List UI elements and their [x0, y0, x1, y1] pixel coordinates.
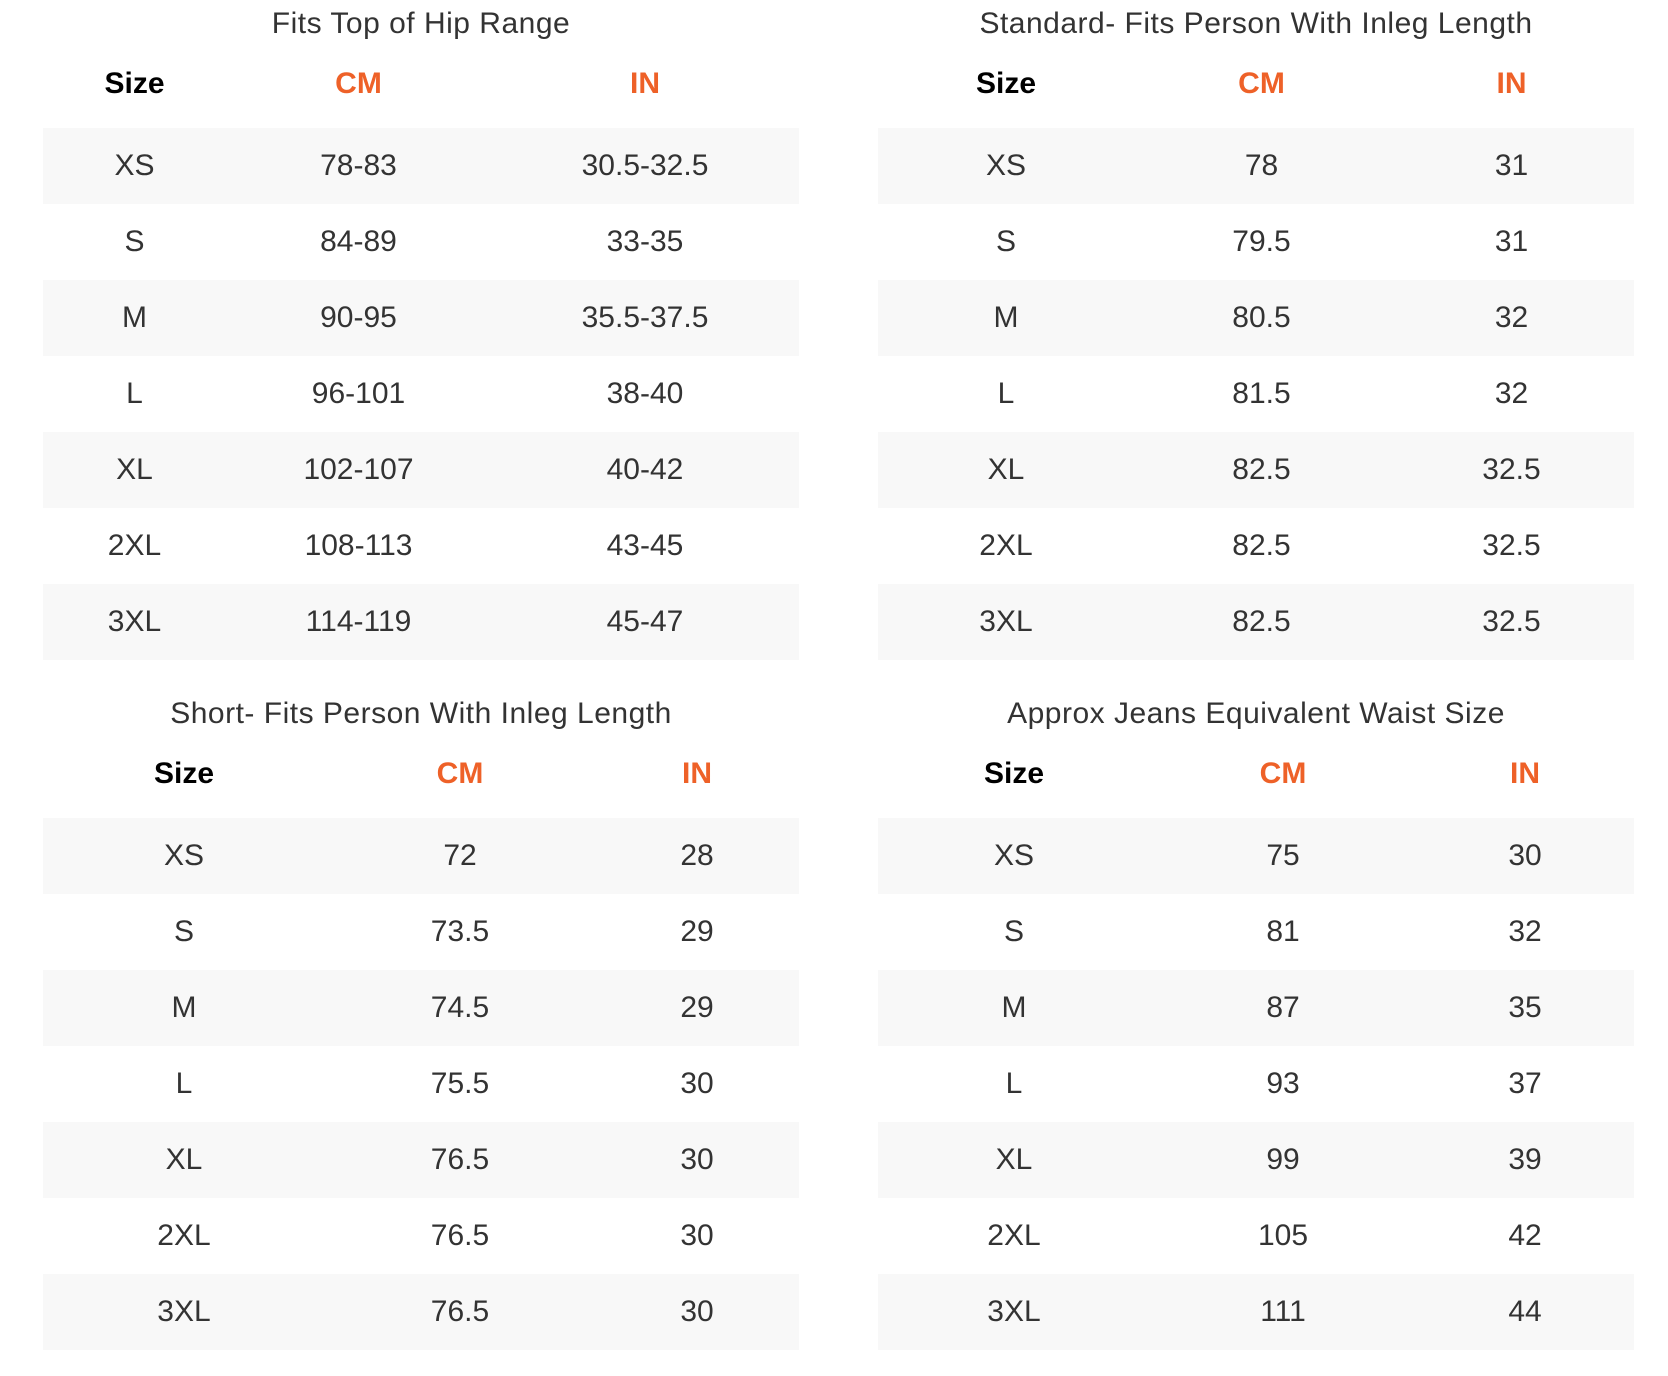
- table-row: [43, 818, 799, 894]
- size-cell: XS: [43, 818, 325, 894]
- table-row: [43, 1046, 799, 1122]
- cm-cell: 73.5: [325, 894, 595, 970]
- cm-cell: 76.5: [325, 1122, 595, 1198]
- cm-cell: 114-119: [226, 584, 491, 660]
- in-header: IN: [682, 757, 712, 790]
- table-row: [878, 508, 1634, 584]
- cm-cell: 87: [1150, 970, 1416, 1046]
- in-cell: 30: [595, 1274, 799, 1350]
- table-header-row: [878, 738, 1634, 818]
- size-cell: XL: [878, 1122, 1150, 1198]
- size-cell: 3XL: [43, 1274, 325, 1350]
- in-cell: 32.5: [1389, 432, 1634, 508]
- size-header: Size: [104, 67, 165, 100]
- cm-cell: 75: [1150, 818, 1416, 894]
- size-cell: XL: [43, 1122, 325, 1198]
- table-row: [878, 204, 1634, 280]
- table-row: [43, 128, 799, 204]
- table-row: [43, 970, 799, 1046]
- size-cell: M: [43, 970, 325, 1046]
- cm-cell: 111: [1150, 1274, 1416, 1350]
- table-row: [878, 432, 1634, 508]
- cm-header: CM: [335, 67, 382, 100]
- table-row: [43, 204, 799, 280]
- cm-cell: 76.5: [325, 1274, 595, 1350]
- in-cell: 32: [1389, 356, 1634, 432]
- standard-inleg-table: [878, 48, 1634, 660]
- cm-cell: 84-89: [226, 204, 491, 280]
- cm-header: CM: [436, 757, 484, 790]
- size-cell: 3XL: [43, 584, 226, 660]
- jeans-waist-table: [878, 738, 1634, 1350]
- size-cell: 2XL: [43, 508, 226, 584]
- in-cell: 32.5: [1389, 584, 1634, 660]
- size-cell: M: [43, 280, 226, 356]
- size-cell: 2XL: [878, 1198, 1150, 1274]
- cm-cell: 108-113: [226, 508, 491, 584]
- size-cell: S: [878, 894, 1150, 970]
- cm-header: CM: [1259, 757, 1307, 790]
- cm-cell: 96-101: [226, 356, 491, 432]
- cm-cell: 102-107: [226, 432, 491, 508]
- standard-inleg-title: Standard- Fits Person With Inleg Length: [979, 7, 1533, 40]
- table-row: [878, 1122, 1634, 1198]
- table-row: [43, 356, 799, 432]
- in-cell: 37: [1416, 1046, 1634, 1122]
- table-row: [878, 280, 1634, 356]
- cm-cell: 82.5: [1134, 508, 1389, 584]
- in-cell: 32.5: [1389, 508, 1634, 584]
- jeans-waist-title: Approx Jeans Equivalent Waist Size: [1007, 697, 1505, 730]
- size-cell: L: [878, 1046, 1150, 1122]
- size-cell: L: [43, 356, 226, 432]
- table-row: [878, 356, 1634, 432]
- in-cell: 30.5-32.5: [491, 128, 799, 204]
- in-cell: 31: [1389, 128, 1634, 204]
- size-cell: XS: [878, 128, 1134, 204]
- table-row: [878, 128, 1634, 204]
- cm-header: CM: [1238, 67, 1285, 100]
- in-cell: 29: [595, 894, 799, 970]
- size-cell: XS: [43, 128, 226, 204]
- size-cell: XS: [878, 818, 1150, 894]
- cm-cell: 78-83: [226, 128, 491, 204]
- cm-cell: 74.5: [325, 970, 595, 1046]
- in-cell: 38-40: [491, 356, 799, 432]
- cm-cell: 105: [1150, 1198, 1416, 1274]
- cm-cell: 75.5: [325, 1046, 595, 1122]
- size-cell: S: [43, 204, 226, 280]
- table-header-row: [878, 48, 1634, 128]
- size-header: Size: [153, 757, 215, 790]
- size-header: Size: [975, 67, 1037, 100]
- hip-range-table: [43, 48, 799, 660]
- in-cell: 29: [595, 970, 799, 1046]
- table-row: [43, 1198, 799, 1274]
- hip-range-panel: [43, 0, 799, 660]
- table-row: [43, 280, 799, 356]
- cm-cell: 80.5: [1134, 280, 1389, 356]
- size-cell: 2XL: [878, 508, 1134, 584]
- in-cell: 45-47: [491, 584, 799, 660]
- cm-cell: 82.5: [1134, 432, 1389, 508]
- table-row: [43, 432, 799, 508]
- size-cell: S: [43, 894, 325, 970]
- cm-cell: 78: [1134, 128, 1389, 204]
- table-row: [878, 1274, 1634, 1350]
- size-cell: 2XL: [43, 1198, 325, 1274]
- in-header: IN: [1510, 757, 1540, 790]
- table-row: [878, 584, 1634, 660]
- in-cell: 35: [1416, 970, 1634, 1046]
- cm-cell: 81.5: [1134, 356, 1389, 432]
- in-cell: 30: [595, 1198, 799, 1274]
- cm-cell: 90-95: [226, 280, 491, 356]
- size-cell: L: [43, 1046, 325, 1122]
- table-row: [878, 1046, 1634, 1122]
- in-cell: 30: [1416, 818, 1634, 894]
- in-cell: 40-42: [491, 432, 799, 508]
- short-inleg-panel: [43, 690, 799, 1350]
- cm-cell: 99: [1150, 1122, 1416, 1198]
- in-cell: 30: [595, 1046, 799, 1122]
- table-row: [878, 970, 1634, 1046]
- size-cell: 3XL: [878, 584, 1134, 660]
- table-row: [43, 584, 799, 660]
- size-cell: L: [878, 356, 1134, 432]
- size-header: Size: [983, 757, 1045, 790]
- standard-inleg-panel: [878, 0, 1634, 660]
- table-row: [878, 818, 1634, 894]
- size-cell: S: [878, 204, 1134, 280]
- in-cell: 31: [1389, 204, 1634, 280]
- in-cell: 32: [1389, 280, 1634, 356]
- table-row: [43, 894, 799, 970]
- in-header: IN: [1496, 67, 1527, 100]
- in-cell: 32: [1416, 894, 1634, 970]
- cm-cell: 79.5: [1134, 204, 1389, 280]
- in-cell: 35.5-37.5: [491, 280, 799, 356]
- size-cell: XL: [878, 432, 1134, 508]
- in-cell: 44: [1416, 1274, 1634, 1350]
- cm-cell: 76.5: [325, 1198, 595, 1274]
- short-inleg-title: Short- Fits Person With Inleg Length: [170, 697, 672, 730]
- table-header-row: [43, 738, 799, 818]
- in-cell: 43-45: [491, 508, 799, 584]
- table-row: [43, 1122, 799, 1198]
- size-cell: M: [878, 970, 1150, 1046]
- in-header: IN: [630, 67, 660, 100]
- in-cell: 42: [1416, 1198, 1634, 1274]
- table-row: [878, 1198, 1634, 1274]
- table-row: [43, 508, 799, 584]
- in-cell: 33-35: [491, 204, 799, 280]
- in-cell: 30: [595, 1122, 799, 1198]
- cm-cell: 93: [1150, 1046, 1416, 1122]
- short-inleg-table: [43, 738, 799, 1350]
- in-cell: 39: [1416, 1122, 1634, 1198]
- size-cell: XL: [43, 432, 226, 508]
- table-row: [878, 894, 1634, 970]
- jeans-waist-panel: [878, 690, 1634, 1350]
- size-cell: M: [878, 280, 1134, 356]
- cm-cell: 81: [1150, 894, 1416, 970]
- table-row: [43, 1274, 799, 1350]
- cm-cell: 72: [325, 818, 595, 894]
- table-header-row: [43, 48, 799, 128]
- hip-range-title: Fits Top of Hip Range: [271, 7, 571, 40]
- in-cell: 28: [595, 818, 799, 894]
- size-cell: 3XL: [878, 1274, 1150, 1350]
- cm-cell: 82.5: [1134, 584, 1389, 660]
